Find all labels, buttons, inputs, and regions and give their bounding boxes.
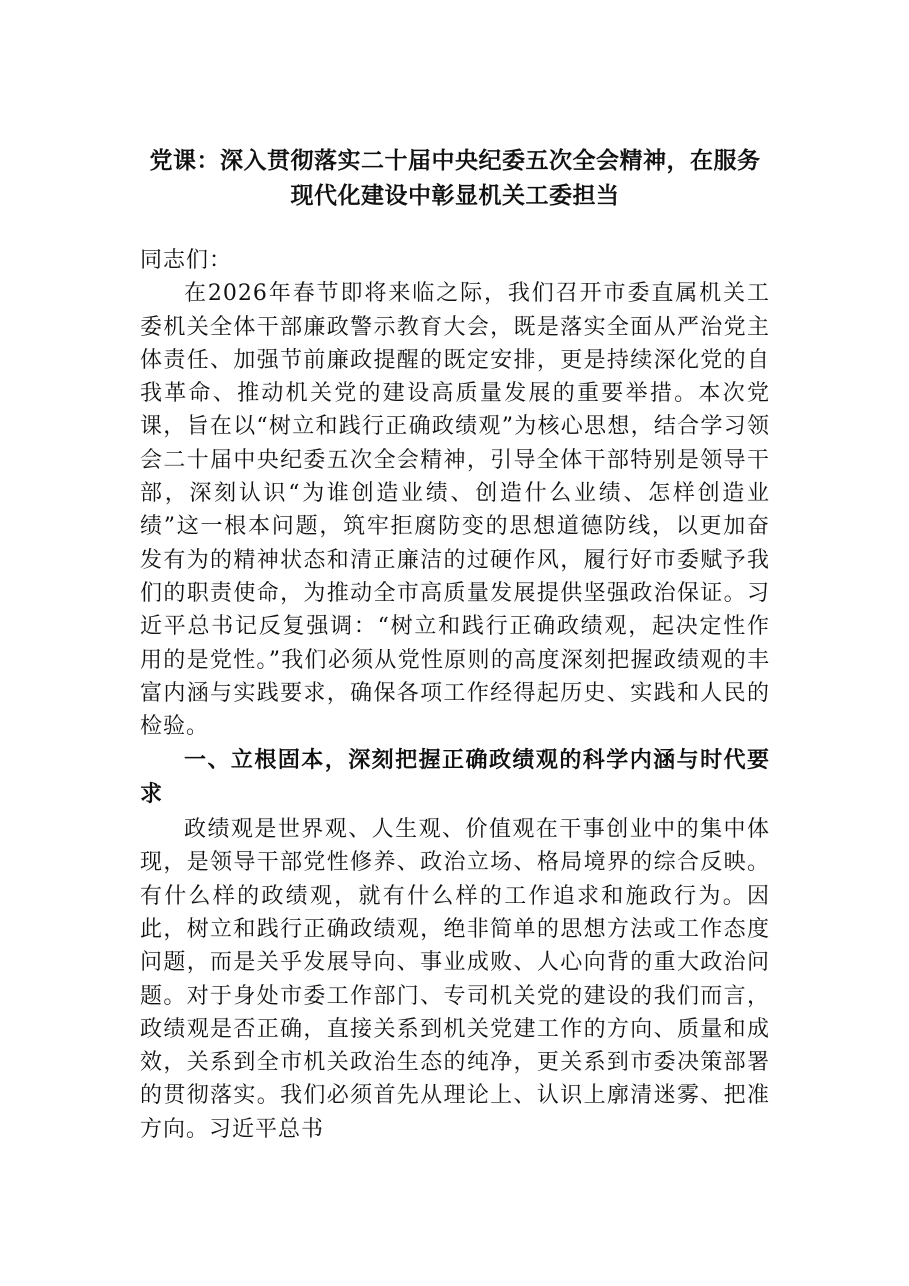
document-body — [140, 244, 770, 1146]
document-title: 党课：深入贯彻落实二十届中央纪委五次全会精神，在服务现代化建设中彰显机关工委担当 — [149, 147, 761, 209]
salutation: 同志们： — [140, 248, 233, 273]
paragraph-intro: 在2026年春节即将来临之际，我们召开市委直属机关工委机关全体干部廉政警示教育大会，既是落实全面从严治党主体责任、加强节前廉政提醒的既定安排，更是持续深化党的自我革命、推动机关党的建设高质量发展的重要举措。本次党课，旨在以“树立和践行正确政绩观”为核心思想，结合学习领会二十届中央纪委五次全会精神，引导全体干部特别是领导干部，深刻认识“为谁创造业绩、创造什么业绩、怎样创造业绩”这一根本问题，筑牢拒腐防变的思想道德防线，以更加奋发有为的精神状态和清正廉洁的过硬作风，履行好市委赋予我们的职责使命，为推动全市高质量发展提供坚强政治保证。习近平总书记反复强调：“树立和践行正确政绩观，起决定性作用的是党性。”我们必须从党性原则的高度深刻把握政绩观的丰富内涵与实践要求，确保各项工作经得起历史、实践和人民的检验。 — [140, 281, 770, 740]
section-heading-1: 一、立根固本，深刻把握正确政绩观的科学内涵与时代要求 — [140, 748, 770, 807]
paragraph-section-1: 政绩观是世界观、人生观、价值观在干事创业中的集中体现，是领导干部党性修养、政治立场、格局境界的综合反映。有什么样的政绩观，就有什么样的工作追求和施政行为。因此，树立和践行正确政绩观，绝非简单的思想方法或工作态度问题，而是关乎发展导向、事业成败、人心向背的重大政治问题。对于身处市委工作部门、专司机关党的建设的我们而言，政绩观是否正确，直接关系到机关党建工作的方向、质量和成效，关系到全市机关政治生态的纯净，更关系到市委决策部署的贯彻落实。我们必须首先从理论上、认识上廓清迷雾、把准方向。习近平总书 — [140, 817, 770, 1142]
